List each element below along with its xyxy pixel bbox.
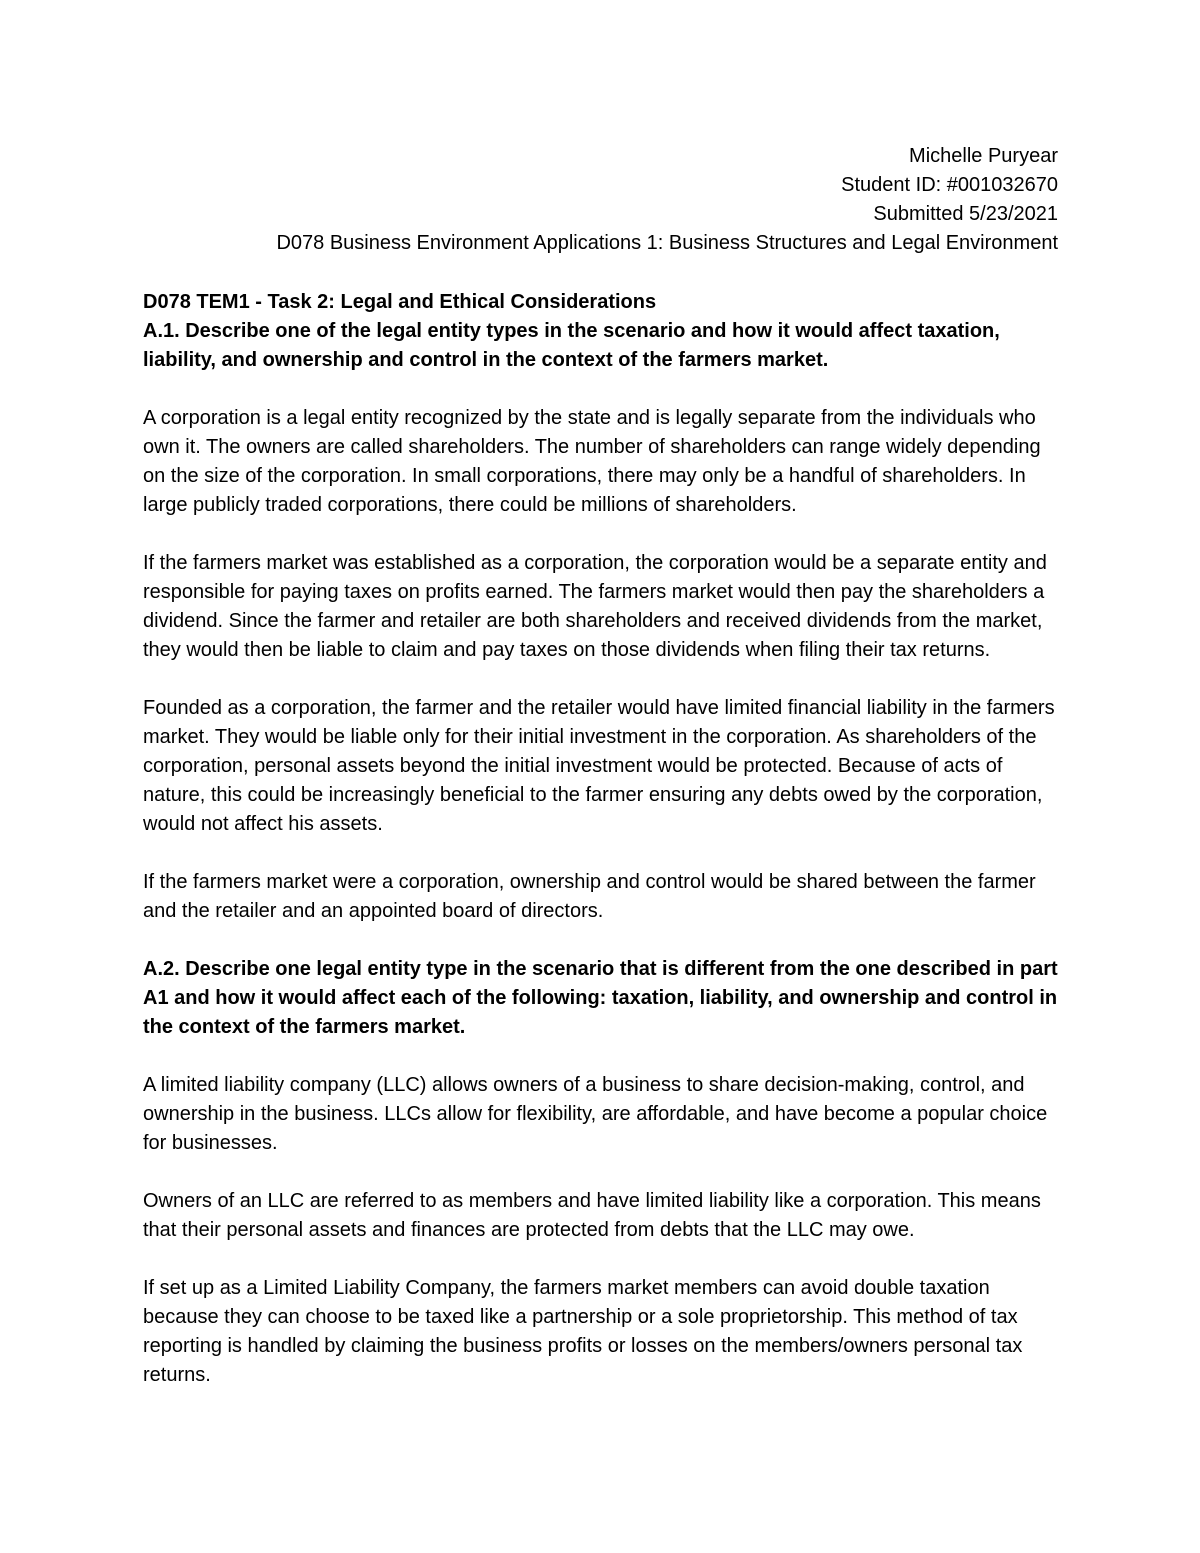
section-a2-paragraph-3: If set up as a Limited Liability Company, the farmers market members can avoid double taxation because they can choose to be taxed like a partnership or a sole proprietorship. This method of tax reporting is handled by claiming the business profits or losses on the members/owners personal tax returns. [143,1277,1023,1386]
student-id: Student ID: #001032670 [841,174,1058,196]
document-body [143,288,1063,1390]
section-a2-prompt: A.2. Describe one legal entity type in the scenario that is different from the one described in part A1 and how it would affect each of the following: taxation, liability, and ownership and control in the context of the farmers market. [143,958,1058,1038]
course-title: D078 Business Environment Applications 1: Business Structures and Legal Environment [276,232,1058,254]
section-a1-paragraph-3: Founded as a corporation, the farmer and the retailer would have limited financial liability in the farmers market. They would be liable only for their initial investment in the corporation. As shareholders of the corporation, personal assets beyond the initial investment would be protected. Because of acts of nature, this could be increasingly beneficial to the farmer ensuring any debts owed by the corporation, would not affect his assets. [143,697,1055,835]
section-a2-paragraph-1: A limited liability company (LLC) allows owners of a business to share decision-making, control, and ownership in the business. LLCs allow for flexibility, are affordable, and have become a popular choice for businesses. [143,1074,1048,1154]
section-a2-paragraph-2: Owners of an LLC are referred to as members and have limited liability like a corporation. This means that their personal assets and finances are protected from debts that the LLC may owe. [143,1190,1041,1241]
section-a1-paragraph-2: If the farmers market was established as a corporation, the corporation would be a separate entity and responsible for paying taxes on profits earned. The farmers market would then pay the shareholders a dividend. Since the farmer and retailer are both shareholders and received dividends from the market, they would then be liable to claim and pay taxes on those dividends when filing their tax returns. [143,552,1047,661]
section-a1-prompt: A.1. Describe one of the legal entity types in the scenario and how it would affect taxation, liability, and ownership and control in the context of the farmers market. [143,320,1000,371]
author-name: Michelle Puryear [909,145,1058,167]
section-a1-paragraph-4: If the farmers market were a corporation, ownership and control would be shared between the farmer and the retailer and an appointed board of directors. [143,871,1036,922]
document-header [276,142,1058,258]
task-title: D078 TEM1 - Task 2: Legal and Ethical Considerations [143,291,657,313]
submission-date: Submitted 5/23/2021 [873,203,1058,225]
section-a1-paragraph-1: A corporation is a legal entity recognized by the state and is legally separate from the individuals who own it. The owners are called shareholders. The number of shareholders can range widely depending on the size of the corporation. In small corporations, there may only be a handful of shareholders. In large publicly traded corporations, there could be millions of shareholders. [143,407,1041,516]
